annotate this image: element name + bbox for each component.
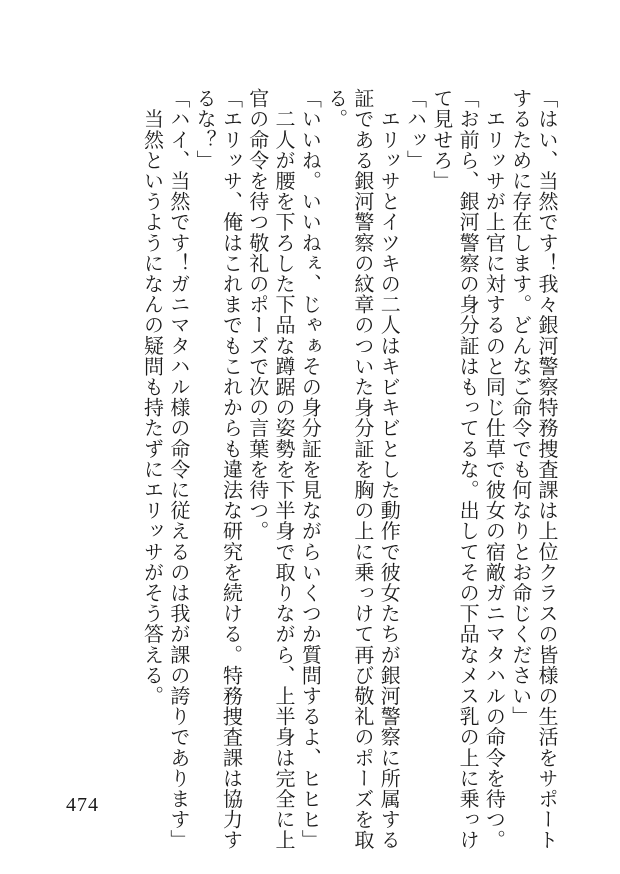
text-line: る。 <box>324 88 349 130</box>
text-line: 「ハッ」 <box>403 88 428 171</box>
text-line: 「お前ら、銀河警察の身分証はもってるな。出してその下品なメス乳の上に乗っけ <box>456 88 481 851</box>
text-line: 証である銀河警察の紋章のついた身分証を胸の上に乗っけて再び敬礼のポーズを取 <box>350 88 375 851</box>
page-number: 474 <box>66 794 99 816</box>
text-line: 当然というようになんの疑問も持たずにエリッサがそう答える。 <box>140 88 165 706</box>
text-line: 二人が腰を下ろした下品な蹲踞の姿勢を下半身で取りながら、上半身は完全に上 <box>272 88 297 851</box>
text-line: 官の命令を待つ敬礼のポーズで次の言葉を待つ。 <box>245 88 270 542</box>
vertical-text-body <box>139 88 560 851</box>
text-line: 「ハイ、当然です！ガニマタハル様の命令に従えるのは我が課の誇りであります」 <box>166 88 191 851</box>
text-line: するために存在します。どんなご命令でも何なりとお命じください」 <box>508 88 533 727</box>
text-line: 「はい、当然です！我々銀河警察特務捜査課は上位クラスの皆様の生活をサポート <box>535 88 559 851</box>
text-line: 「いいね。いいねぇ、じゃぁその身分証を見ながらいくつか質問するよ、ヒヒヒ」 <box>298 88 323 851</box>
text-line: エリッサが上官に対するのと同じ仕草で彼女の宿敵ガニマタハルの命令を待つ。 <box>482 88 507 851</box>
text-line: て見せろ」 <box>429 88 454 191</box>
text-line: エリッサとイツキの二人はキビキビとした動作で彼女たちが銀河警察に所属する <box>377 88 402 851</box>
text-line: るな？」 <box>193 88 218 171</box>
text-line: 「エリッサ、俺はこれまでもこれからも違法な研究を続ける。特務捜査課は協力す <box>219 88 244 851</box>
